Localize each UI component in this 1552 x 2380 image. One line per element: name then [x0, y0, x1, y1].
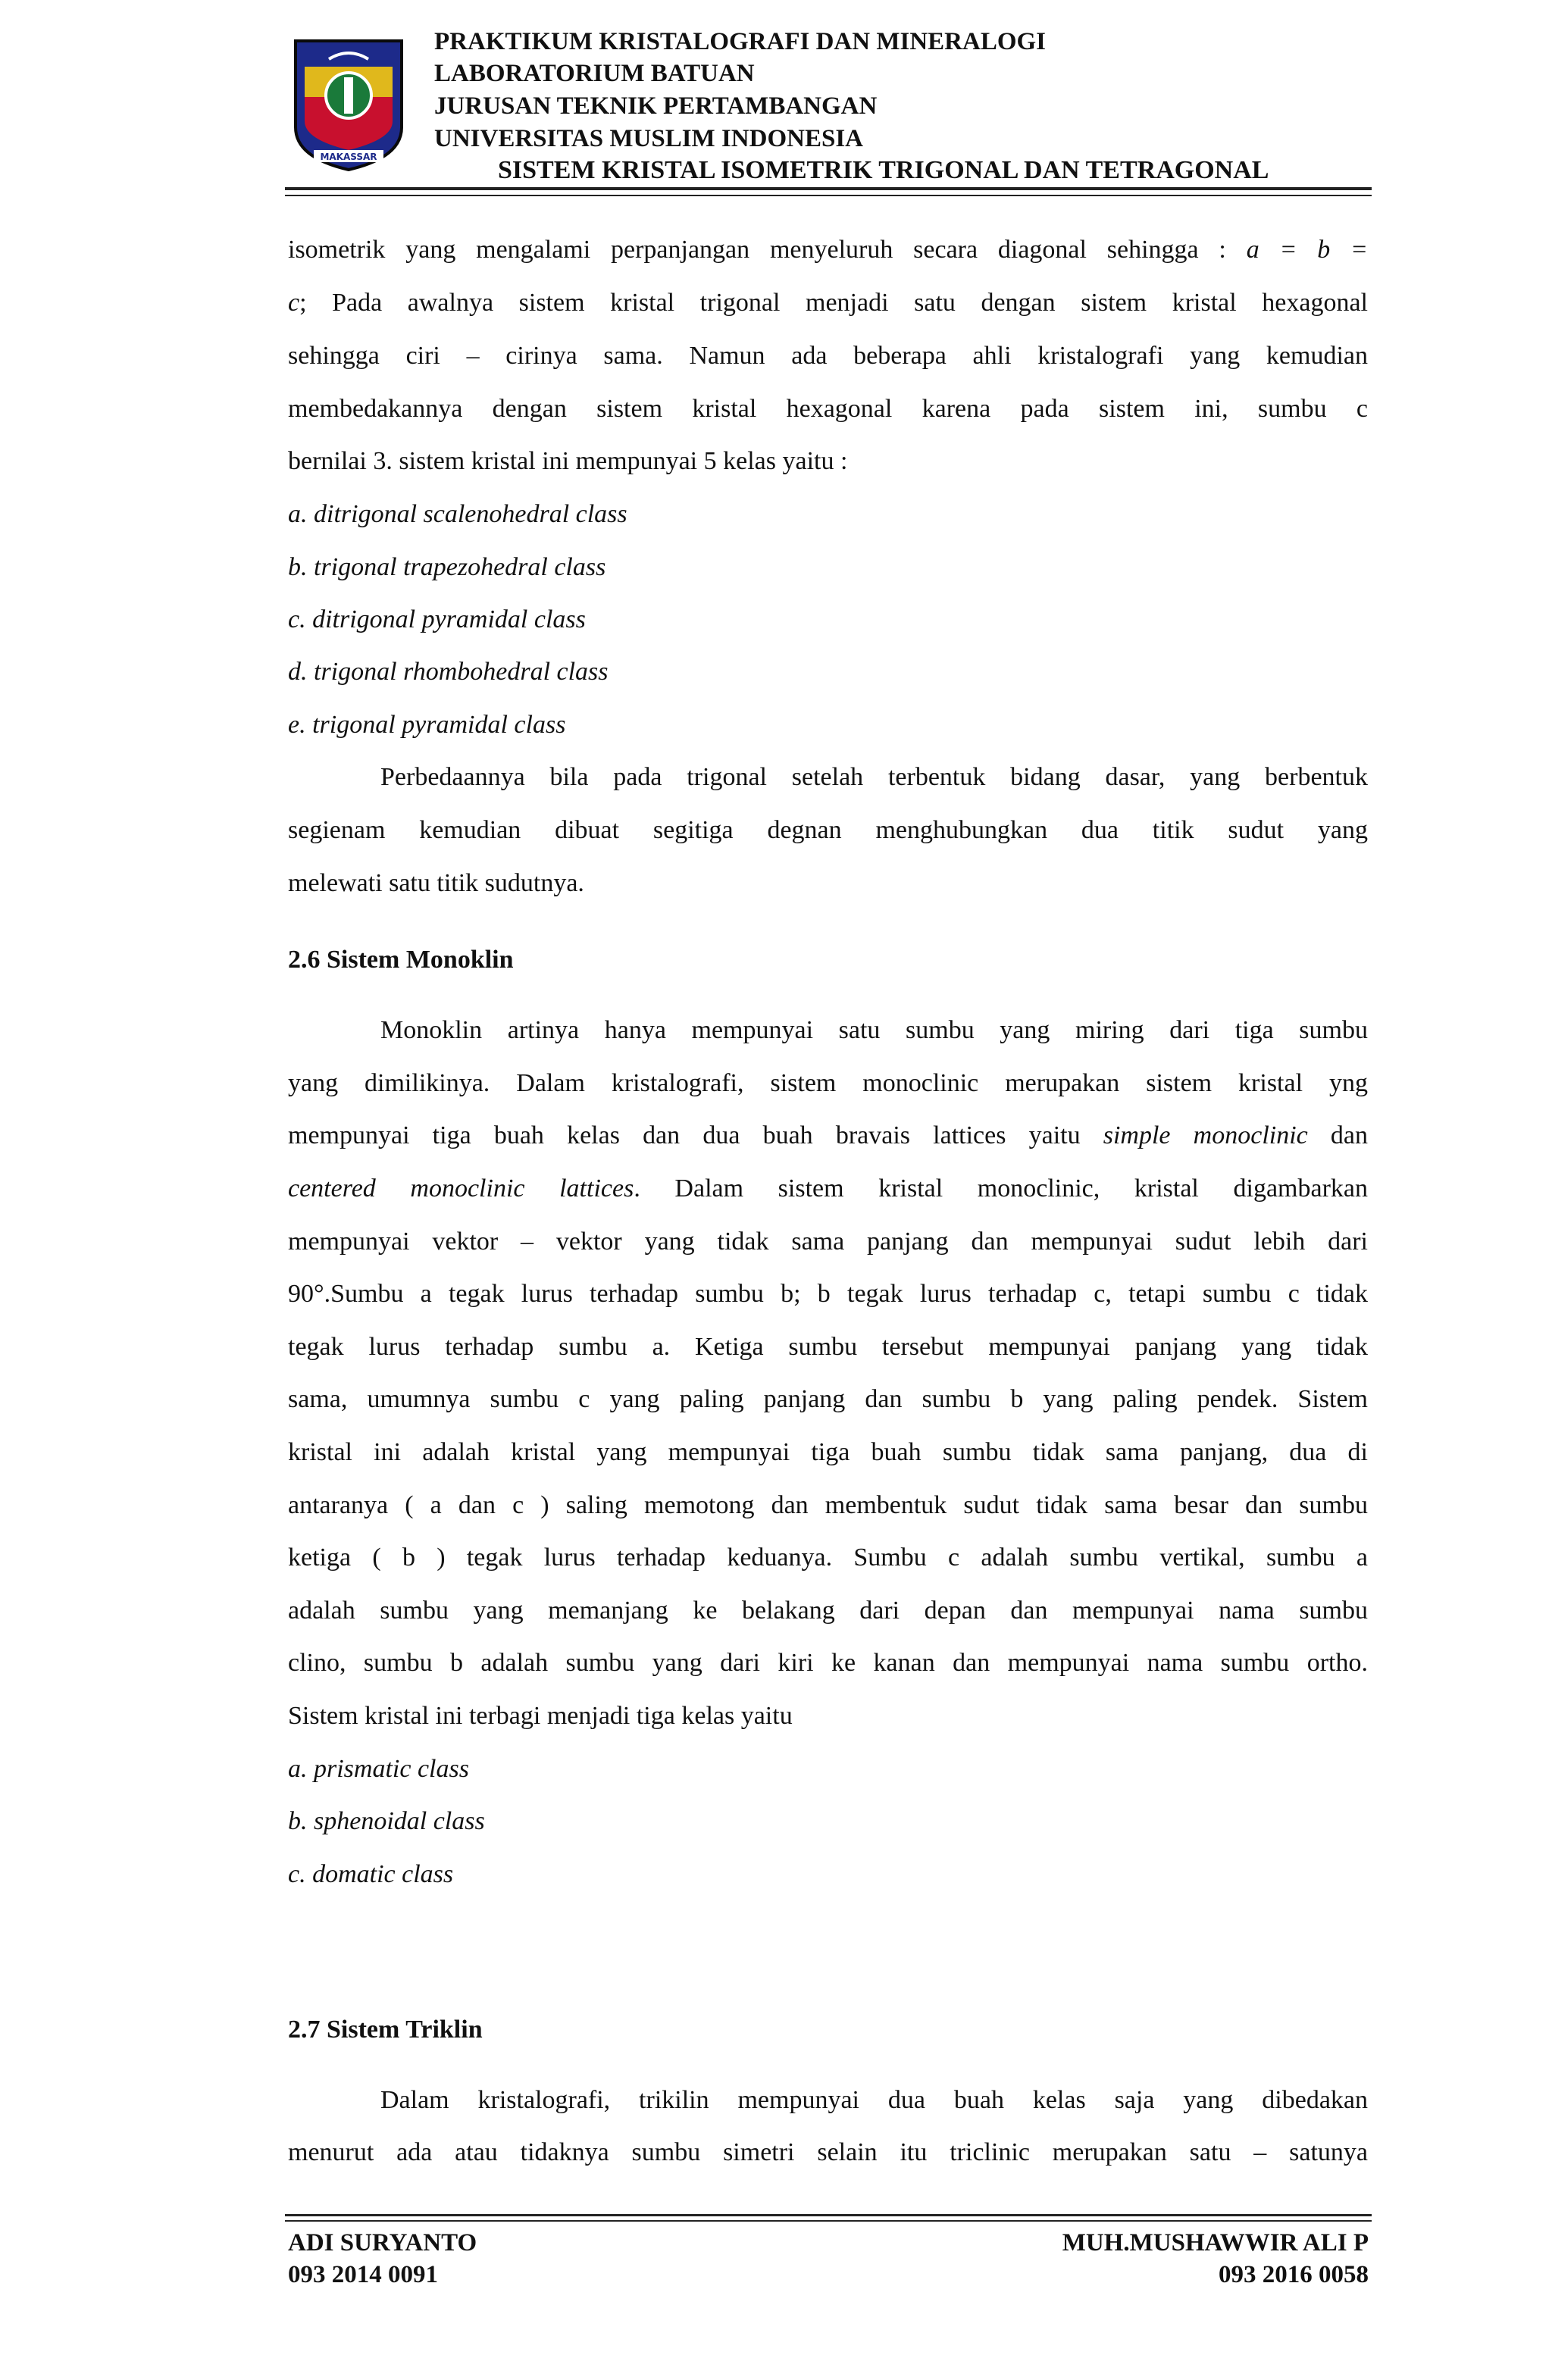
paragraph-line: mempunyai vektor – vektor yang tidak sama panjang dan mempunyai sudut lebih dari — [288, 1228, 1368, 1256]
paragraph-line: antaranya ( a dan c ) saling memotong dan membentuk sudut tidak sama besar dan sumbu — [288, 1491, 1368, 1519]
footer-rule-thick — [285, 2214, 1372, 2216]
paragraph-line: adalah sumbu yang memanjang ke belakang dari depan dan mempunyai nama sumbu — [288, 1597, 1368, 1625]
paragraph-line: mempunyai tiga buah kelas dan dua buah bravais lattices yaitu simple monoclinic dan — [288, 1121, 1368, 1149]
list-item: b. trigonal trapezohedral class — [288, 553, 606, 581]
header-line-laboratory: LABORATORIUM BATUAN — [434, 60, 755, 87]
paragraph-line: c; Pada awalnya sistem kristal trigonal menjadi satu dengan sistem kristal hexagonal — [288, 289, 1368, 317]
header-subtitle: SISTEM KRISTAL ISOMETRIK TRIGONAL DAN TETRAGONAL — [498, 156, 1269, 184]
footer-left-name: ADI SURYANTO — [288, 2229, 477, 2256]
section-heading-monoklin: 2.6 Sistem Monoklin — [288, 946, 514, 974]
paragraph-line: tegak lurus terhadap sumbu a. Ketiga sumbu tersebut mempunyai panjang yang tidak — [288, 1333, 1368, 1361]
footer-left-id: 093 2014 0091 — [288, 2261, 438, 2288]
list-item: e. trigonal pyramidal class — [288, 711, 566, 739]
list-item: a. prismatic class — [288, 1755, 469, 1783]
list-item: c. domatic class — [288, 1860, 454, 1888]
paragraph-line: ketiga ( b ) tegak lurus terhadap keduanya. Sumbu c adalah sumbu vertikal, sumbu a — [288, 1543, 1368, 1572]
header-line-practicum: PRAKTIKUM KRISTALOGRAFI DAN MINERALOGI — [434, 28, 1047, 55]
paragraph-line: segienam kemudian dibuat segitiga degnan menghubungkan dua titik sudut yang — [288, 816, 1368, 844]
paragraph-line: centered monoclinic lattices. Dalam sistem kristal monoclinic, kristal digambarkan — [288, 1174, 1368, 1203]
paragraph-line: clino, sumbu b adalah sumbu yang dari kiri ke kanan dan mempunyai nama sumbu ortho. — [288, 1649, 1368, 1677]
paragraph-line: kristal ini adalah kristal yang mempunyai tiga buah sumbu tidak sama panjang, dua di — [288, 1438, 1368, 1466]
paragraph-line: isometrik yang mengalami perpanjangan menyeluruh secara diagonal sehingga : a = b = — [288, 236, 1368, 264]
footer-right-id: 093 2016 0058 — [1219, 2261, 1369, 2288]
header-rule-thin — [285, 195, 1372, 196]
paragraph-line: melewati satu titik sudutnya. — [288, 869, 584, 897]
paragraph-line: sama, umumnya sumbu c yang paling panjang dan sumbu b yang paling pendek. Sistem — [288, 1385, 1368, 1413]
footer-right-name: MUH.MUSHAWWIR ALI P — [1062, 2229, 1369, 2256]
section-heading-triklin: 2.7 Sistem Triklin — [288, 2016, 483, 2044]
list-item: a. ditrigonal scalenohedral class — [288, 500, 627, 528]
paragraph-line: membedakannya dengan sistem kristal hexagonal karena pada sistem ini, sumbu c — [288, 395, 1368, 423]
paragraph-line: sehingga ciri – cirinya sama. Namun ada beberapa ahli kristalografi yang kemudian — [288, 342, 1368, 370]
paragraph-line: Sistem kristal ini terbagi menjadi tiga kelas yaitu — [288, 1702, 793, 1730]
header-line-department: JURUSAN TEKNIK PERTAMBANGAN — [434, 92, 878, 120]
university-logo — [291, 36, 406, 173]
list-item: c. ditrigonal pyramidal class — [288, 605, 586, 633]
paragraph-line: 90°.Sumbu a tegak lurus terhadap sumbu b; b tegak lurus terhadap c, tetapi sumbu c tidak — [288, 1280, 1368, 1308]
paragraph-line: Monoklin artinya hanya mempunyai satu sumbu yang miring dari tiga sumbu — [380, 1016, 1368, 1044]
svg-text:MAKASSAR: MAKASSAR — [320, 152, 377, 162]
paragraph-line: menurut ada atau tidaknya sumbu simetri selain itu triclinic merupakan satu – satunya — [288, 2138, 1368, 2166]
list-item: b. sphenoidal class — [288, 1807, 485, 1835]
header-rule-thick — [285, 187, 1372, 190]
list-item: d. trigonal rhombohedral class — [288, 658, 609, 686]
paragraph-line: Perbedaannya bila pada trigonal setelah terbentuk bidang dasar, yang berbentuk — [380, 763, 1368, 791]
paragraph-line: bernilai 3. sistem kristal ini mempunyai 5 kelas yaitu : — [288, 447, 848, 475]
paragraph-line: yang dimilikinya. Dalam kristalografi, sistem monoclinic merupakan sistem kristal yng — [288, 1069, 1368, 1097]
footer-rule-thin — [285, 2220, 1372, 2222]
header-line-university: UNIVERSITAS MUSLIM INDONESIA — [434, 125, 863, 152]
paragraph-line: Dalam kristalografi, trikilin mempunyai dua buah kelas saja yang dibedakan — [380, 2086, 1368, 2114]
